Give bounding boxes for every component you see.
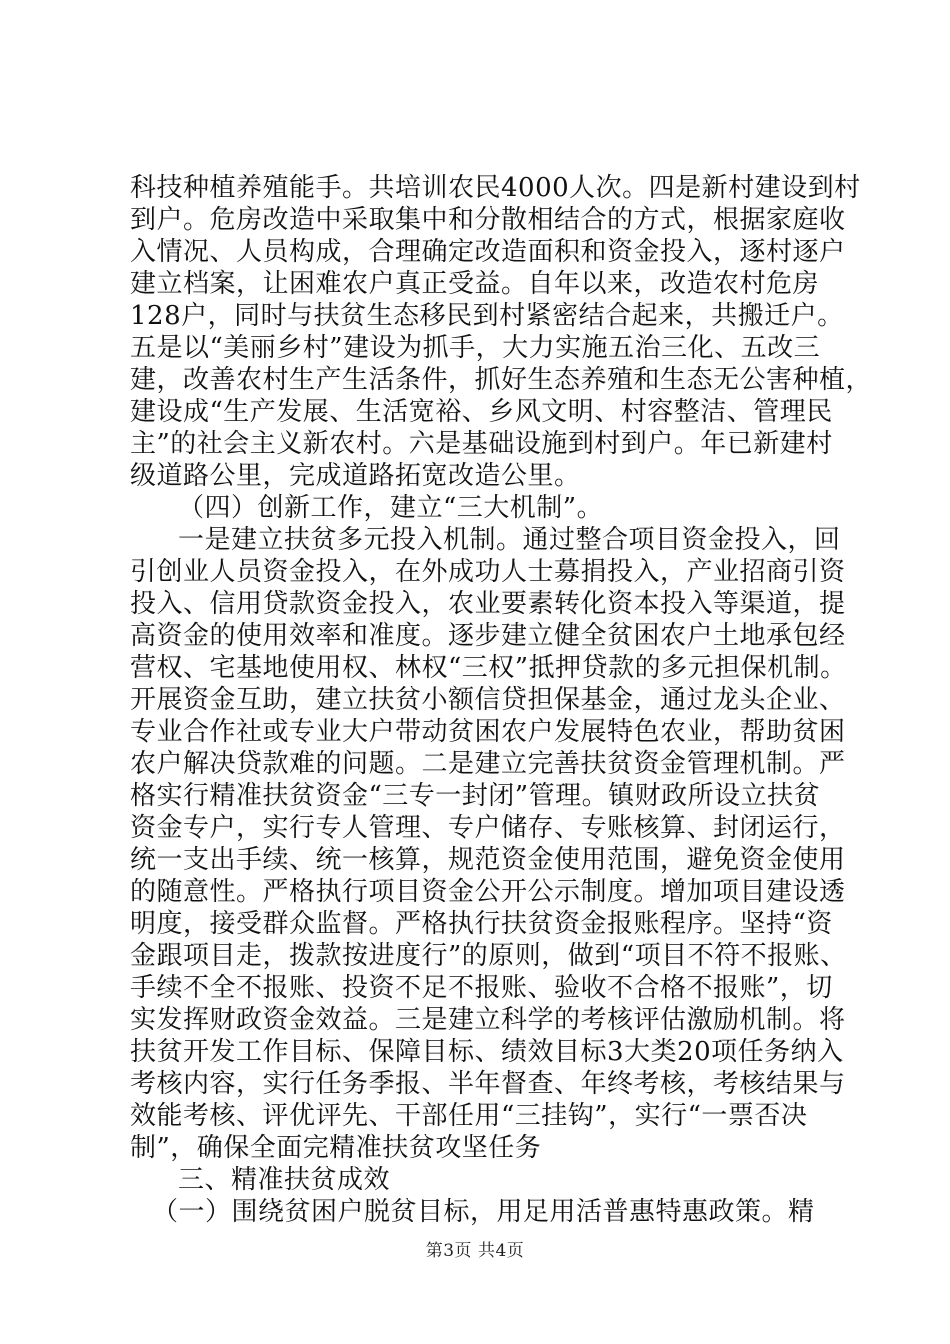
text-line: 入情况、人员构成，合理确定改造面积和资金投入，逐村逐户 [130,237,846,267]
text-line: 手续不全不报账、投资不足不报账、验收不合格不报账”，切 [130,973,833,1003]
subsection-heading: （一）围绕贫困户脱贫目标，用足用活普惠特惠政策。精 [152,1197,815,1227]
page-footer: 第3页 共4页 [425,1241,525,1261]
text-line: 扶贫开发工作目标、保障目标、绩效目标3大类20项任务纳入 [130,1037,844,1067]
text-line: 营权、宅基地使用权、林权“三权”抵押贷款的多元担保机制。 [130,653,847,683]
text-line: 高资金的使用效率和准度。逐步建立健全贫困农户土地承包经 [130,621,846,651]
text-line: 建，改善农村生产生活条件，抓好生态养殖和生态无公害种植， [130,365,873,395]
text-line: 实发挥财政资金效益。三是建立科学的考核评估激励机制。将 [130,1005,846,1035]
text-line: 五是以“美丽乡村”建设为抓手，大力实施五治三化、五改三 [130,333,821,363]
document-body [130,172,873,1228]
text-line: 主”的社会主义新农村。六是基础设施到村到户。年已新建村 [130,429,833,459]
text-line: 农户解决贷款难的问题。二是建立完善扶贫资金管理机制。严 [130,749,846,779]
text-line: 投入、信用贷款资金投入，农业要素转化资本投入等渠道，提 [130,589,846,619]
text-line: 科技种植养殖能手。共培训农民4000人次。四是新村建设到村 [130,173,861,203]
text-line: 专业合作社或专业大户带动贫困农户发展特色农业，帮助贫困 [130,717,846,747]
text-line: 开展资金互助，建立扶贫小额信贷担保基金，通过龙头企业、 [130,685,846,715]
text-line: 考核内容，实行任务季报、半年督查、年终考核，考核结果与 [130,1069,846,1099]
text-line: 级道路公里，完成道路拓宽改造公里。 [130,461,581,491]
text-line: 金跟项目走，拨款按进度行”的原则，做到“项目不符不报账、 [130,941,847,971]
text-line: 一是建立扶贫多元投入机制。通过整合项目资金投入，回 [178,525,841,555]
text-line: 资金专户，实行专人管理、专户储存、专账核算、封闭运行， [130,813,846,843]
text-line: 引创业人员资金投入，在外成功人士募捐投入，产业招商引资 [130,557,846,587]
text-line: 的随意性。严格执行项目资金公开公示制度。增加项目建设透 [130,877,846,907]
text-line: 128户，同时与扶贫生态移民到村紧密结合起来，共搬迁户。 [130,301,844,331]
section-heading: 三、精准扶贫成效 [178,1165,391,1195]
section-heading: （四）创新工作，建立“三大机制”。 [178,493,604,523]
text-line: 格实行精准扶贫资金“三专一封闭”管理。镇财政所设立扶贫 [130,781,821,811]
text-line: 建立档案，让困难农户真正受益。自年以来，改造农村危房 [130,269,820,299]
text-line: 建设成“生产发展、生活宽裕、乡风文明、村容整洁、管理民 [130,397,833,427]
text-line: 制”，确保全面完精准扶贫攻坚任务 [130,1133,542,1163]
text-line: 到户。危房改造中采取集中和分散相结合的方式，根据家庭收 [130,205,846,235]
text-line: 统一支出手续、统一核算，规范资金使用范围，避免资金使用 [130,845,846,875]
text-line: 明度，接受群众监督。严格执行扶贫资金报账程序。坚持“资 [130,909,833,939]
text-line: 效能考核、评优评先、干部任用“三挂钩”，实行“一票否决 [130,1101,808,1131]
